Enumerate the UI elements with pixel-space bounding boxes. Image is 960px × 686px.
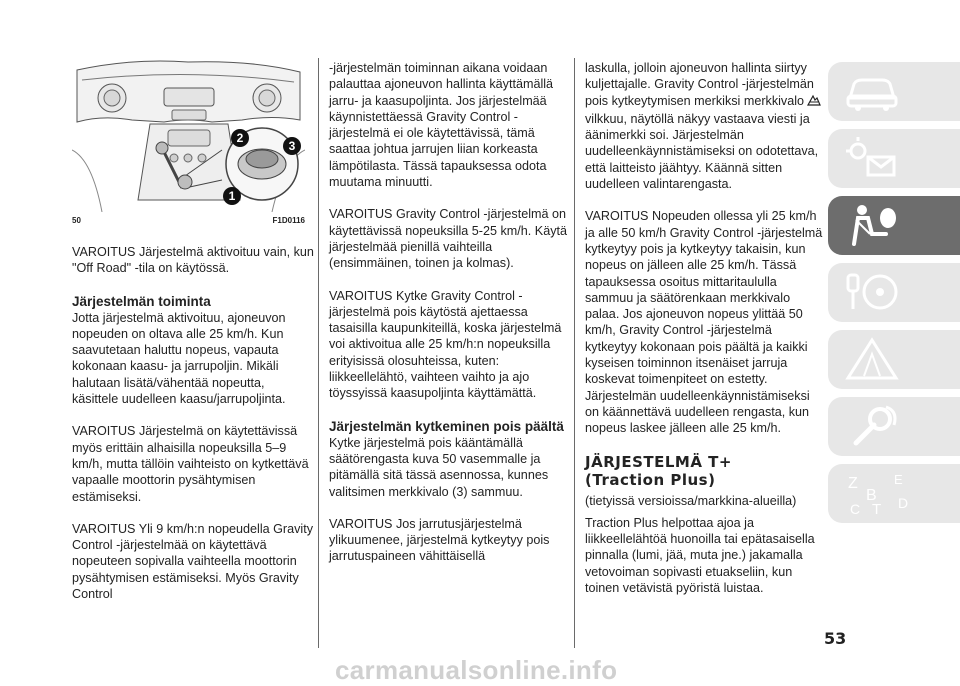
section-heading: Järjestelmän toiminta: [72, 293, 211, 309]
dashboard-illustration: [72, 60, 305, 212]
paragraph: VAROITUS Järjestelmä on käytettävissä myös erittäin alhaisilla nopeuksilla 5–9 km/h, mutta tällöin vaihteisto on kytkettävä vapaalle moottorin pysähtymisen estämiseksi.: [72, 424, 309, 504]
text-column-2: [329, 60, 567, 581]
callout-1-label: 1: [228, 189, 236, 203]
column-divider: [318, 58, 319, 648]
paragraph: [585, 60, 827, 192]
paragraph: Traction Plus helpottaa ajoa ja liikkeellelähtöä huonoilla tai epätasaisella pinnalla (lumi, jää, muta jne.) jakamalla vetovoiman sopivasti etuakseliin, kun toinen vetävistä pyöristä luistaa.: [585, 515, 815, 596]
paragraph: VAROITUS Nopeuden ollessa yli 25 km/h ja alle 50 km/h Gravity Control -järjestelmä kytkeytyy pois ja kytkeytyy takaisin, kun nopeus on jälleen alle 25 km/h. Tässä tapauksessa osoitus mittaritaululla sammuu ja säätörenkaan merkkivalo palaa. Jos ajoneuvon nopeus ylittää 50 km/h, Gravity Control -järjestelmä kytkeytyy kokonaan pois päältä ja kaikki kyseisen toiminnon itsenäiset jarruja koskevat toimenpiteet on estetty. Järjestelmän uudelleenkäynnistämiseksi on käännettävä uudelleen rengasta, kun nopeus laskee jälleen alle 25 km/h.: [585, 209, 823, 436]
figure-number: 50: [72, 216, 81, 225]
paragraph: Jotta järjestelmä aktivoituu, ajoneuvon nopeuden on oltava alle 25 km/h. Kun saavutetaan haluttu nopeus, vapauta kokonaan kaasu- ja jarrupoljin. Mikäli halutaan lisätä/vähentää nopeutta, käsittele uudelleen kaasu/jarrupoljinta.: [72, 310, 286, 407]
paragraph: Kytke järjestelmä pois kääntämällä säätörengasta kuva 50 vasemmalle ja pitämällä sitä tässä asennossa, kunnes valitsimen merkkivalo (3) sammuu.: [329, 435, 549, 499]
key-steering-icon: [842, 269, 902, 315]
dashboard-warning-icon: [842, 135, 902, 181]
watermark: carmanualsonline.info: [335, 655, 618, 685]
tab-starting-driving[interactable]: [828, 263, 960, 322]
paragraph: -järjestelmän toiminnan aikana voidaan palauttaa ajoneuvon hallinta käyttämällä jarru- ja kaasupoljinta. Jos järjestelmää käynnistettäessä Gravity Control -järjestelmä ei ole käytettävissä, tämä saattaa johtua jarrujen liian korkeasta lämpötilasta. Tässä tapauksessa odota muutama minuutti.: [329, 61, 554, 190]
callout-2-label: 2: [236, 131, 244, 145]
tab-index[interactable]: [828, 464, 960, 523]
road-warning-icon: [842, 336, 902, 382]
index-icon: [842, 470, 922, 516]
paragraph: VAROITUS Yli 9 km/h:n nopeudella Gravity Control -järjestelmää on käytettävä nopeuteen sopivalla vaihteella moottorin pysähtymisen estämiseksi. Myös Gravity Control: [72, 521, 314, 602]
text-column-3: [585, 60, 827, 612]
paragraph: VAROITUS Gravity Control -järjestelmä on käytettävissä nopeuksilla 5-25 km/h. Käytä järjestelmää pienillä vaihteilla (ensimmäinen, toinen ja kolmas).: [329, 207, 568, 271]
availability-note: (tietyissä versioissa/markkina-alueilla): [585, 493, 797, 508]
index-letter: B: [866, 487, 877, 504]
tab-safety[interactable]: [828, 196, 960, 255]
tab-maintenance[interactable]: [828, 397, 960, 456]
seat-airbag-icon: [842, 202, 902, 248]
tab-vehicle[interactable]: [828, 62, 960, 121]
tab-dashboard[interactable]: [828, 129, 960, 188]
chapter-tabs: [828, 62, 960, 531]
callout-3-label: 3: [288, 139, 296, 153]
index-letter: C: [850, 501, 861, 516]
index-letter: Z: [848, 475, 858, 492]
column-divider: [574, 58, 575, 648]
paragraph-part: laskulla, jolloin ajoneuvon hallinta siirtyy kuljettajalle. Gravity Control -järjestelmän pois kytkeytymisen merkiksi merkkivalo: [585, 61, 814, 108]
figure-code: F1D0116: [272, 216, 305, 225]
paragraph: VAROITUS Kytke Gravity Control -järjestelmä pois käytöstä ajettaessa tasaisilla kaupunkiteillä, koska järjestelmä voi aktivoitua alle 25 km/h:n nopeuksilla erityisissä olosuhteissa, kuten: liikkeellelähtö, vaihteen vaihto ja ajo töyssyissä kaasupoljinta käyttämättä.: [329, 288, 562, 401]
index-letter: T: [872, 501, 882, 516]
section-title: [585, 453, 827, 489]
section-title-line: JÄRJESTELMÄ T+: [585, 452, 732, 471]
text-column-1: [72, 244, 314, 618]
paragraph: VAROITUS Järjestelmä aktivoituu vain, kun "Off Road" -tila on käytössä.: [72, 245, 314, 276]
paragraph-part: vilkkuu, näytöllä näkyy vastaava viesti ja äänimerkki soi. Järjestelmän uudelleenkäynnistämiseksi on odotettava, että laitteisto jäähtyy. Käännä sitten uudelleen valintarengasta.: [585, 111, 819, 192]
section-heading: Järjestelmän kytkeminen pois päältä: [329, 418, 564, 434]
tab-emergency[interactable]: [828, 330, 960, 389]
section-title-line: (Traction Plus): [585, 470, 716, 489]
figure-gravity-control-dial: [72, 60, 305, 212]
gravity-control-warning-icon: [807, 94, 821, 111]
page-number: 53: [824, 629, 847, 648]
paragraph: VAROITUS Jos jarrutusjärjestelmä ylikuumenee, järjestelmä kytkeytyy pois jarrutuspaineen vähittäisellä: [329, 516, 550, 564]
wrench-icon: [842, 403, 902, 449]
car-icon: [842, 68, 902, 114]
index-letter: E: [894, 472, 903, 487]
index-letter: D: [898, 495, 909, 511]
